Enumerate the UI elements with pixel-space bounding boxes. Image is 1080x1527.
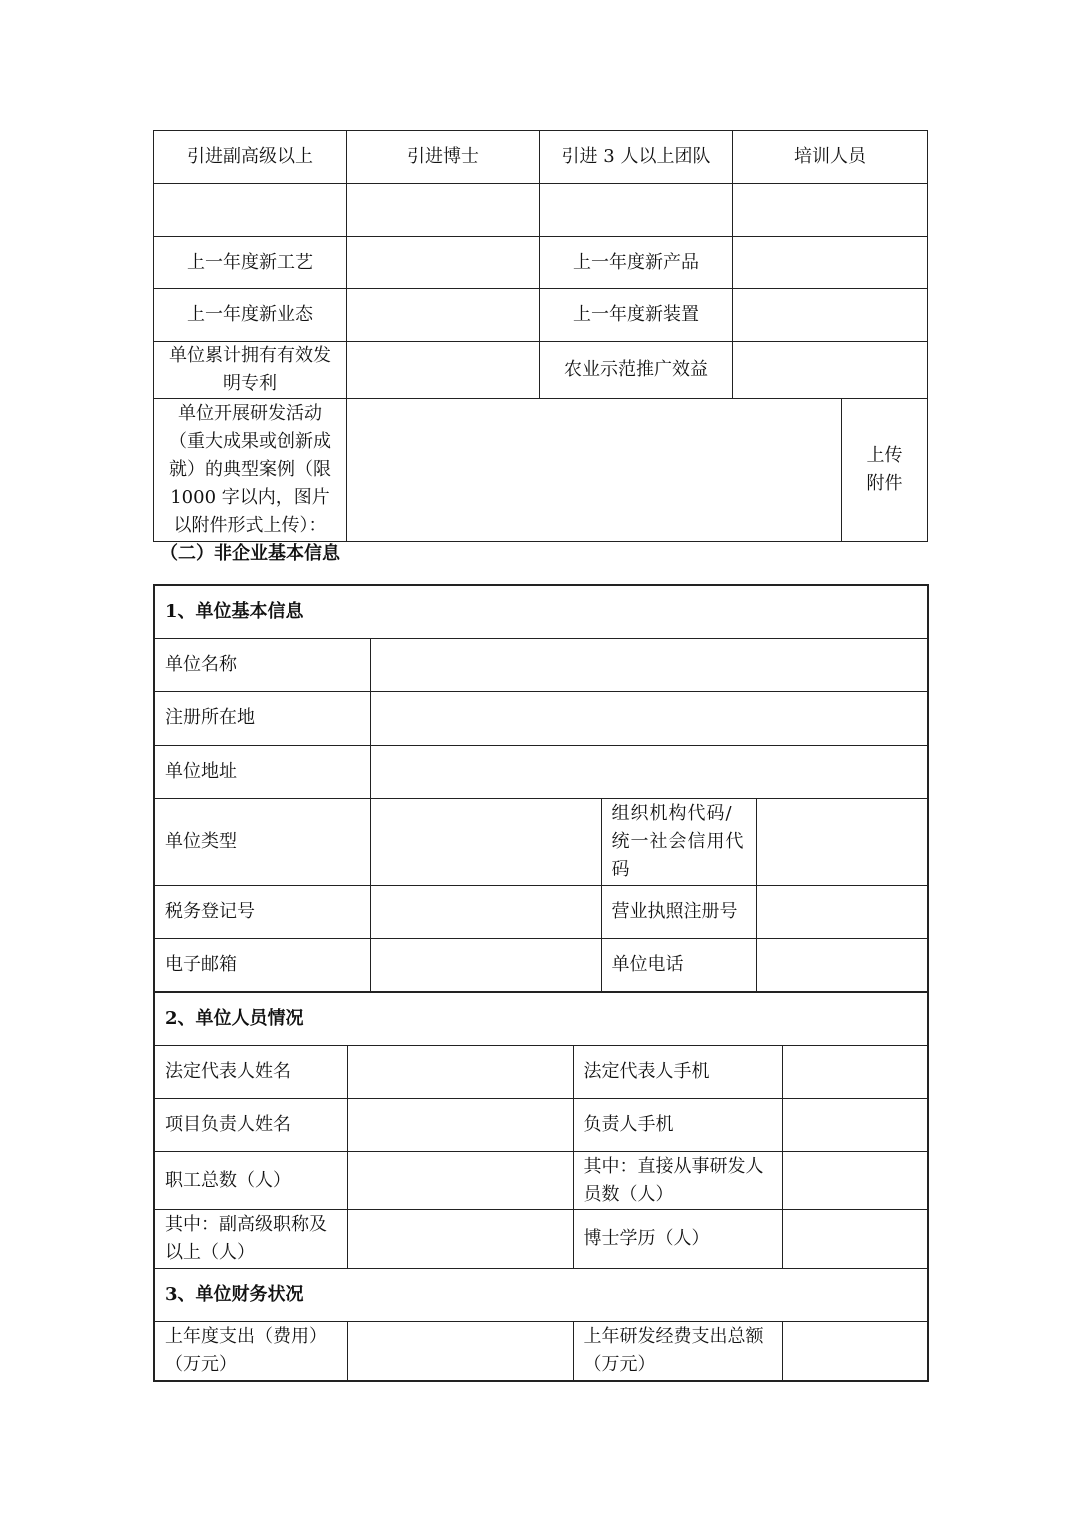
label-leader-name: 项目负责人姓名: [154, 1099, 347, 1152]
basic-info-table: [153, 584, 929, 993]
section-title-non-enterprise: （二）非企业基本信息: [160, 543, 340, 564]
label-license-no: 营业执照注册号: [601, 885, 756, 938]
input-unit-type[interactable]: [370, 798, 601, 885]
label-rd-expense: 上年研发经费支出总额（万元）: [573, 1322, 782, 1381]
label-expense: 上年度支出（费用）（万元）: [154, 1322, 347, 1381]
header-trained-staff: 培训人员: [733, 131, 928, 184]
label-new-business: 上一年度新业态: [154, 289, 347, 342]
label-leader-mobile: 负责人手机: [573, 1099, 782, 1152]
input-rd-case[interactable]: [347, 399, 842, 542]
header-phd-intro: 引进博士: [347, 131, 540, 184]
input-unit-name[interactable]: [370, 638, 928, 691]
label-agri-benefit: 农业示范推广效益: [540, 342, 733, 399]
input-senior-intro[interactable]: [154, 184, 347, 237]
input-total-staff[interactable]: [347, 1152, 573, 1210]
input-address[interactable]: [370, 745, 928, 798]
input-legal-name[interactable]: [347, 1046, 573, 1099]
input-leader-mobile[interactable]: [782, 1099, 928, 1152]
input-rd-staff[interactable]: [782, 1152, 928, 1210]
header-team-intro: 引进 3 人以上团队: [540, 131, 733, 184]
input-patents[interactable]: [347, 342, 540, 399]
label-email: 电子邮箱: [154, 938, 370, 992]
input-phone[interactable]: [756, 938, 928, 992]
label-new-process: 上一年度新工艺: [154, 237, 347, 289]
input-email[interactable]: [370, 938, 601, 992]
input-new-device[interactable]: [733, 289, 928, 342]
label-senior-staff: 其中：副高级职称及以上（人）: [154, 1210, 347, 1269]
label-address: 单位地址: [154, 745, 370, 798]
header-senior-intro: 引进副高级以上: [154, 131, 347, 184]
input-license-no[interactable]: [756, 885, 928, 938]
input-agri-benefit[interactable]: [733, 342, 928, 399]
label-rd-staff: 其中：直接从事研发人员数（人）: [573, 1152, 782, 1210]
label-new-product: 上一年度新产品: [540, 237, 733, 289]
staff-info-table: [153, 991, 929, 1269]
label-tax-no: 税务登记号: [154, 885, 370, 938]
upload-attachment-button[interactable]: 上传附件: [842, 399, 928, 542]
label-total-staff: 职工总数（人）: [154, 1152, 347, 1210]
heading-staff: 2、单位人员情况: [154, 992, 928, 1046]
label-phd-staff: 博士学历（人）: [573, 1210, 782, 1269]
input-senior-staff[interactable]: [347, 1210, 573, 1269]
input-org-code[interactable]: [756, 798, 928, 885]
label-new-device: 上一年度新装置: [540, 289, 733, 342]
input-reg-location[interactable]: [370, 691, 928, 745]
input-new-product[interactable]: [733, 237, 928, 289]
input-tax-no[interactable]: [370, 885, 601, 938]
input-phd-staff[interactable]: [782, 1210, 928, 1269]
label-phone: 单位电话: [601, 938, 756, 992]
input-team-intro[interactable]: [540, 184, 733, 237]
label-patents: 单位累计拥有有效发明专利: [154, 342, 347, 399]
label-org-code: 组织机构代码/统一社会信用代码: [601, 798, 756, 885]
label-rd-case: 单位开展研发活动（重大成果或创新成就）的典型案例（限1000 字以内，图片以附件形式上传）：: [154, 399, 347, 542]
talent-innovation-table: [153, 130, 928, 542]
input-new-business[interactable]: [347, 289, 540, 342]
label-unit-type: 单位类型: [154, 798, 370, 885]
input-legal-mobile[interactable]: [782, 1046, 928, 1099]
input-rd-expense[interactable]: [782, 1322, 928, 1381]
heading-finance: 3、单位财务状况: [154, 1269, 928, 1322]
input-trained-staff[interactable]: [733, 184, 928, 237]
input-leader-name[interactable]: [347, 1099, 573, 1152]
input-new-process[interactable]: [347, 237, 540, 289]
label-reg-location: 注册所在地: [154, 691, 370, 745]
input-phd-intro[interactable]: [347, 184, 540, 237]
input-expense[interactable]: [347, 1322, 573, 1381]
label-legal-mobile: 法定代表人手机: [573, 1046, 782, 1099]
label-legal-name: 法定代表人姓名: [154, 1046, 347, 1099]
label-unit-name: 单位名称: [154, 638, 370, 691]
finance-table: [153, 1268, 929, 1382]
heading-basic-info: 1、单位基本信息: [154, 585, 928, 638]
